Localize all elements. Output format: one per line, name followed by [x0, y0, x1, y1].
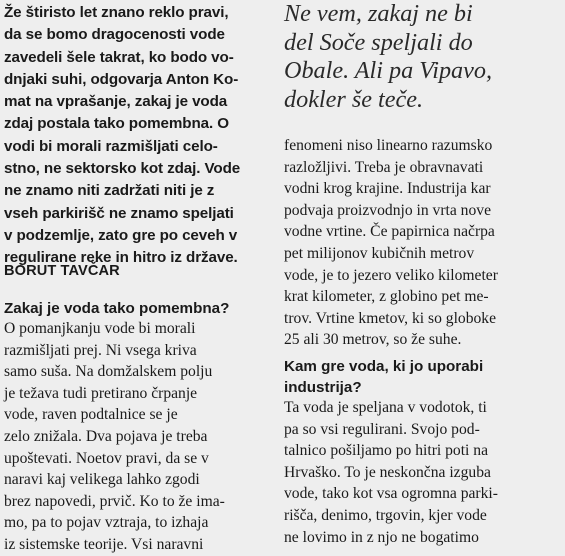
lead-line: zdaj postala tako pomembna. O: [4, 115, 229, 133]
body-line: mo, pa to pojav vztraja, to izhaja: [4, 514, 209, 532]
body-line: rišča, denimo, trgovin, kjer vode: [284, 506, 487, 524]
lead-line: vodi bi morali razmišljati celo-: [4, 137, 218, 155]
continued-paragraph: [284, 135, 498, 351]
lead-line: ne znamo niti zadržati niti je z: [4, 182, 215, 200]
question-line: Zakaj je voda tako pomembna?: [4, 300, 230, 317]
body-line: vodne vrtine. Če papirnica načrpa: [284, 223, 495, 241]
body-line: Hrvaško. To je neskončna izguba: [284, 463, 491, 481]
body-line: trov. Vrtine kmetov, ki so globoke: [284, 309, 497, 327]
body-line: zelo znižala. Dva pojava je treba: [4, 427, 208, 445]
left-column: [4, 0, 270, 553]
body-line: samo suša. Na domžalskem polju: [4, 363, 213, 381]
quote-line: dokler še teče.: [284, 86, 424, 114]
body-line: iz sistemske teorije. Vsi naravni: [4, 535, 204, 553]
right-column: [284, 0, 562, 544]
lead-line: dnjaki suhi, odgovarja Anton Ko-: [4, 70, 239, 88]
question-heading: [284, 356, 483, 398]
pull-quote: [284, 0, 562, 115]
body-line: upoštevati. Noetov pravi, da se v: [4, 449, 209, 467]
question-heading: [4, 298, 229, 319]
lead-line: Že štiristo let znano reklo pravi,: [4, 4, 229, 21]
body-line: naravi kaj velikega lahko zgodi: [4, 471, 200, 489]
body-line: vode, raven podtalnice se je: [4, 406, 178, 424]
author-byline: BORUT TAVČAR: [4, 263, 120, 279]
body-line: vode, tako kot vsa ogromna parki-: [284, 485, 498, 503]
body-line: krat kilometer, z globino pet me-: [284, 288, 489, 306]
body-line: 25 ali 30 metrov, so že suhe.: [284, 331, 462, 349]
lead-line: regulirane reke in hitro iz države.: [4, 249, 238, 267]
body-line: fenomeni niso linearno razumsko: [284, 137, 493, 154]
body-line: razložljivi. Treba je obravnavati: [284, 158, 484, 176]
lead-paragraph: [4, 2, 270, 270]
body-line: vode, je to jezero veliko kilometer: [284, 266, 498, 284]
question-line: Kam gre voda, ki jo uporabi: [284, 358, 484, 375]
lead-line: v podzemlje, zato gre po ceveh v: [4, 226, 238, 244]
body-line: talnico pošiljamo po hitri poti na: [284, 442, 488, 460]
answer-paragraph: [4, 318, 225, 556]
body-line: ne lovimo in z njo ne bogatimo: [284, 528, 479, 546]
body-line: je težava tudi pretirano črpanje: [4, 384, 198, 402]
lead-line: mat na vprašanje, zakaj je voda: [4, 93, 228, 111]
quote-line: Ne vem, zakaj ne bi: [284, 0, 473, 27]
lead-line: da se bomo dragocenosti vode: [4, 26, 225, 44]
lead-line: vseh parkirišč ne znamo speljati: [4, 204, 234, 222]
question-line: industrija?: [284, 379, 362, 396]
body-line: vodni krog krajine. Industrija kar: [284, 180, 491, 198]
body-line: pet milijonov kubičnih metrov: [284, 244, 475, 262]
lead-line: zavedeli šele takrat, ko bodo vo-: [4, 48, 234, 66]
body-line: pa so vsi regulirani. Svojo pod-: [284, 420, 480, 438]
quote-line: del Soče speljali do: [284, 28, 473, 56]
body-line: podvaja proizvodnjo in vrta nove: [284, 201, 491, 219]
body-line: Ta voda je speljana v vodotok, ti: [284, 399, 487, 416]
body-line: O pomanjkanju vode bi morali: [4, 320, 196, 337]
body-line: brez napovedi, prvič. Ko to že ima-: [4, 492, 225, 510]
answer-paragraph: [284, 397, 498, 548]
body-line: razmišljati prej. Ni vsega kriva: [4, 341, 197, 359]
lead-line: stno, ne sektorsko kot zdaj. Vode: [4, 160, 241, 178]
quote-line: Obale. Ali pa Vipavo,: [284, 57, 493, 85]
